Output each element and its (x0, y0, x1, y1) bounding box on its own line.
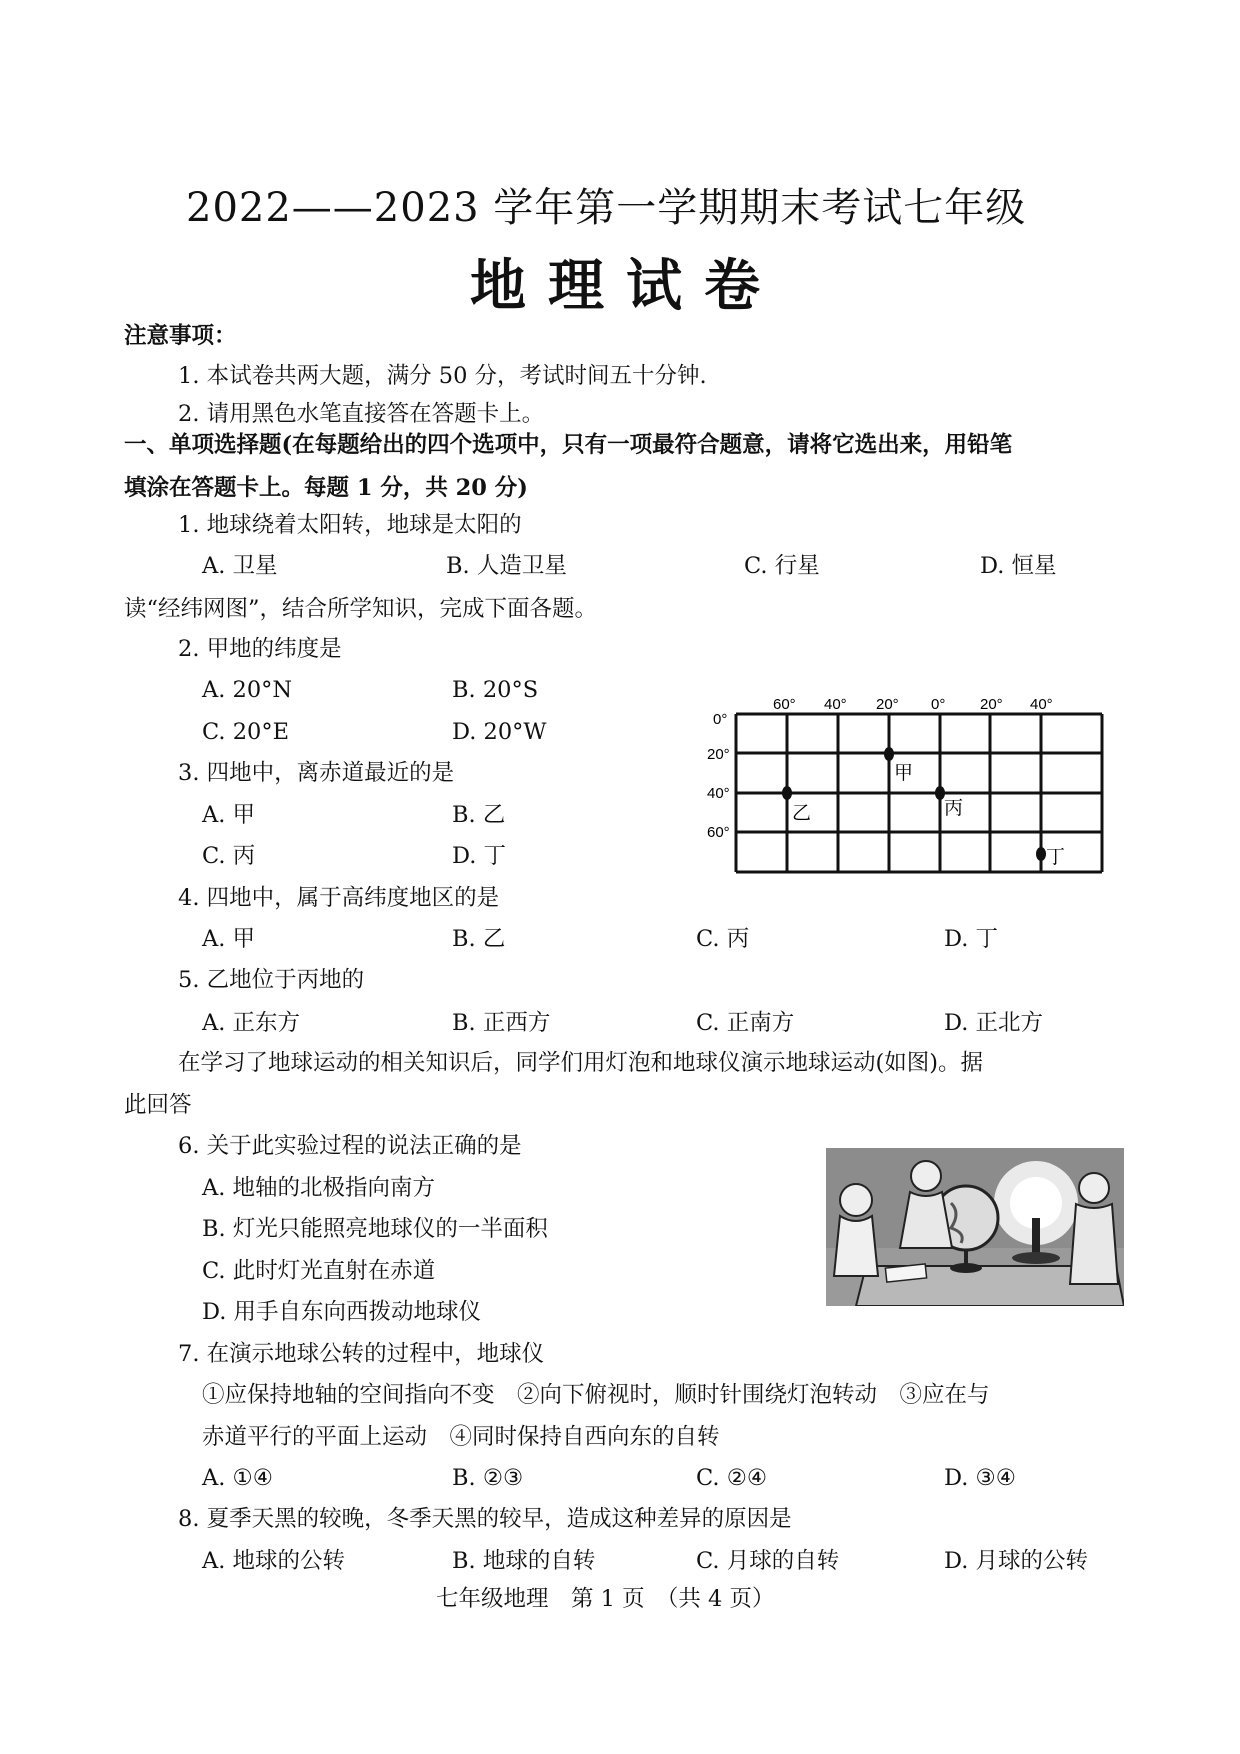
q2-option-a: A. 20°N (202, 677, 293, 703)
q4-option-c: C. 丙 (696, 926, 750, 952)
q4-stem: 4. 四地中，属于高纬度地区的是 (178, 885, 500, 911)
q6-option-b: B. 灯光只能照亮地球仪的一半面积 (202, 1216, 548, 1242)
point-label: 丙 (944, 797, 964, 819)
exam-title-subject: 地理试卷 (470, 253, 782, 319)
q6-option-a: A. 地轴的北极指向南方 (202, 1175, 436, 1201)
lon-label: 20° (980, 696, 1003, 713)
q4-option-b: B. 乙 (452, 926, 506, 952)
section1-heading: 一、单项选择题(在每题给出的四个选项中，只有一项最符合题意，请将它选出来，用铅笔 (124, 432, 1013, 458)
notice-heading: 注意事项： (124, 323, 237, 349)
q5-option-c: C. 正南方 (696, 1010, 795, 1036)
q7-option-a: A. ①④ (202, 1465, 273, 1491)
q2-option-b: B. 20°S (452, 677, 539, 703)
lon-label: 60° (773, 696, 796, 713)
page-footer: 七年级地理 第 1 页 （共 4 页） (436, 1586, 775, 1612)
lat-label: 20° (707, 746, 730, 763)
q3-option-a: A. 甲 (202, 802, 256, 828)
q7-statements-line2: 赤道平行的平面上运动 ④同时保持自西向东的自转 (202, 1424, 720, 1450)
q7-statements-line1: ①应保持地轴的空间指向不变 ②向下俯视时，顺时针围绕灯泡转动 ③应在与 (202, 1382, 990, 1408)
q5-option-a: A. 正东方 (202, 1010, 301, 1036)
graticule-figure (690, 674, 1125, 886)
q1-option-c: C. 行星 (744, 553, 820, 579)
globe-intro-cont: 此回答 (124, 1092, 192, 1118)
point-label: 乙 (792, 802, 812, 824)
q6-option-d: D. 用手自东向西拨动地球仪 (202, 1299, 482, 1325)
q7-option-c: C. ②④ (696, 1465, 768, 1491)
notice-item: 2. 请用黑色水笔直接答在答题卡上。 (178, 401, 545, 427)
lat-label: 0° (713, 711, 728, 728)
q4-option-a: A. 甲 (202, 926, 256, 952)
lon-label: 0° (931, 696, 946, 713)
notice-item: 1. 本试卷共两大题，满分 50 分，考试时间五十分钟. (178, 363, 707, 389)
q4-option-d: D. 丁 (944, 926, 999, 952)
q2-option-d: D. 20°W (452, 719, 547, 745)
lon-label: 20° (876, 696, 899, 713)
section1-heading-cont: 填涂在答题卡上。每题 1 分，共 20 分) (124, 475, 528, 501)
q5-option-b: B. 正西方 (452, 1010, 551, 1036)
q8-option-c: C. 月球的自转 (696, 1548, 840, 1574)
q2-option-c: C. 20°E (202, 719, 290, 745)
q1-option-a: A. 卫星 (202, 553, 278, 579)
q8-option-b: B. 地球的自转 (452, 1548, 596, 1574)
q3-stem: 3. 四地中，离赤道最近的是 (178, 760, 455, 786)
q8-option-d: D. 月球的公转 (944, 1548, 1089, 1574)
globe-intro: 在学习了地球运动的相关知识后，同学们用灯泡和地球仪演示地球运动(如图)。据 (178, 1050, 984, 1076)
lat-label: 40° (707, 785, 730, 802)
q5-option-d: D. 正北方 (944, 1010, 1044, 1036)
q2-stem: 2. 甲地的纬度是 (178, 636, 342, 662)
q1-stem: 1. 地球绕着太阳转，地球是太阳的 (178, 512, 522, 538)
point-label: 甲 (894, 762, 914, 784)
q7-option-b: B. ②③ (452, 1465, 524, 1491)
point-yi (782, 786, 792, 800)
q1-option-b: B. 人造卫星 (446, 553, 567, 579)
exam-title-line1: 2022——2023 学年第一学期期末考试七年级 (186, 185, 1027, 231)
q5-stem: 5. 乙地位于丙地的 (178, 967, 365, 993)
lat-label: 60° (707, 824, 730, 841)
q3-option-b: B. 乙 (452, 802, 506, 828)
q3-option-d: D. 丁 (452, 843, 507, 869)
q3-option-c: C. 丙 (202, 843, 256, 869)
q6-stem: 6. 关于此实验过程的说法正确的是 (178, 1133, 522, 1159)
q8-stem: 8. 夏季天黑的较晚，冬季天黑的较早，造成这种差异的原因是 (178, 1506, 792, 1532)
q6-option-c: C. 此时灯光直射在赤道 (202, 1258, 436, 1284)
point-ding (1036, 847, 1046, 861)
lon-label: 40° (1030, 696, 1053, 713)
lon-label: 40° (824, 696, 847, 713)
point-label: 丁 (1046, 846, 1066, 868)
globe-demo-illustration (826, 1148, 1124, 1306)
point-jia (884, 747, 894, 761)
q7-option-d: D. ③④ (944, 1465, 1016, 1491)
q8-option-a: A. 地球的公转 (202, 1548, 346, 1574)
grid-intro: 读“经纬网图”，结合所学知识，完成下面各题。 (124, 596, 598, 622)
q7-stem: 7. 在演示地球公转的过程中，地球仪 (178, 1341, 545, 1367)
q1-option-d: D. 恒星 (980, 553, 1057, 579)
